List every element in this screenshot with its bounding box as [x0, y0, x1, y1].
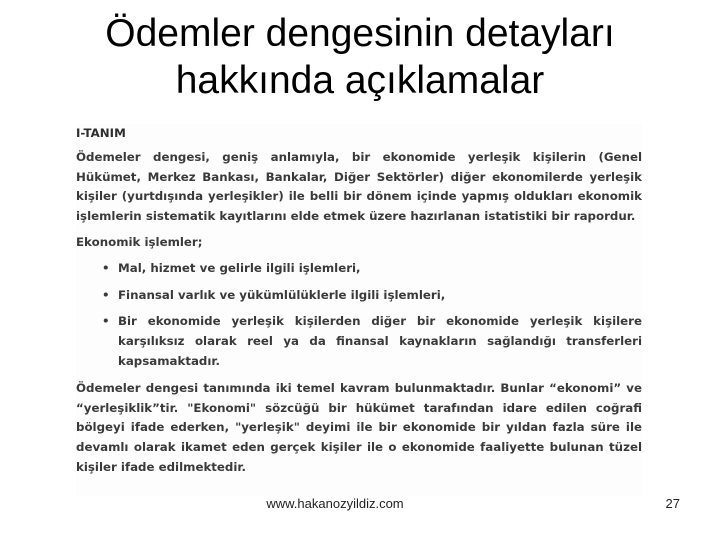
slide-title-line-2: hakkında açıklamalar [175, 59, 545, 102]
bullet-icon: • [102, 287, 110, 302]
economic-transactions-list [76, 259, 642, 372]
concepts-paragraph: Ödemeler dengesi tanımında iki temel kavram bulunmaktadır. Bunlar “ekonomi” ve “yerleşiklik”tir. "Ekonomi" sözcüğü bir hükümet tarafından idare edilen coğrafi bölgeyi ifade ederken, "yerleşik" deyimi ile bir ekonomide bir yıldan fazla süre ile devamlı olarak ikamet eden gerçek kişiler ile o ekonomide faaliyette bulunan tüzel kişiler ifade edilmektedir. [76, 380, 642, 474]
document-image [76, 124, 642, 496]
list-item [76, 259, 642, 279]
list-item [76, 286, 642, 306]
economic-transactions-intro: Ekonomik işlemler; [76, 234, 203, 249]
bullet-icon: • [102, 260, 110, 275]
footer-url: www.hakanozyildiz.com [266, 496, 404, 511]
bullet-icon: • [102, 314, 110, 329]
document-heading: I-TANIM [76, 126, 126, 140]
slide-title-line-1: Ödemler dengesinin detayları [105, 12, 615, 55]
page-number: 27 [665, 496, 680, 511]
list-item-text: Bir ekonomide yerleşik kişilerden diğer bir ekonomide yerleşik kişilere karşılıksız olarak reel ya da finansal kaynakların sağlandığı transferleri kapsamaktadır. [118, 314, 642, 368]
list-item [76, 312, 642, 371]
list-item-text: Finansal varlık ve yükümlülüklerle ilgili işlemleri, [118, 287, 446, 302]
definition-paragraph: Ödemeler dengesi, geniş anlamıyla, bir ekonomide yerleşik kişilerin (Genel Hükümet, Merkez Bankası, Bankalar, Diğer Sektörler) diğer ekonomilerde yerleşik kişiler (yurtdışında yerleşikler) ile belli bir dönem içinde yapmış oldukları ekonomik işlemlerin sistematik kayıtlarını elde etmek üzere hazırlanan istatistiki bir rapordur. [76, 149, 642, 224]
list-item-text: Mal, hizmet ve gelirle ilgili işlemleri, [118, 260, 361, 275]
slide-title [0, 10, 720, 104]
